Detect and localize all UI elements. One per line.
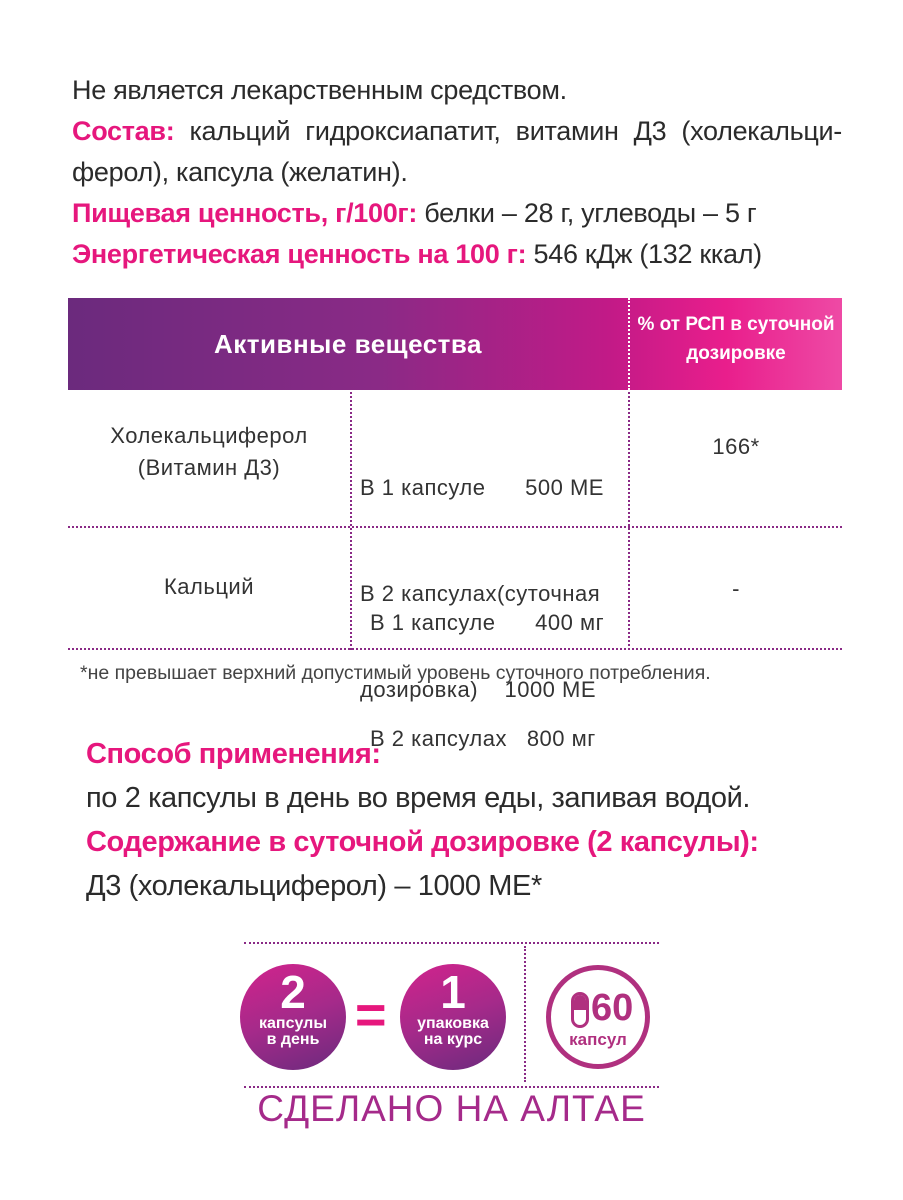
composition-text: кальций гидроксиапатит, витамин Д3 (холекальци-ферол), капсула (желатин). — [72, 116, 842, 187]
dose-two-capsules: В 2 капсулах 800 мг — [370, 726, 596, 751]
pack-count: 1 — [440, 966, 466, 1018]
energy-line — [72, 234, 842, 275]
composition-label: Состав: — [72, 116, 175, 146]
daily-count: 2 — [280, 966, 306, 1018]
daily-label-2: в день — [266, 1031, 320, 1048]
capsule-count-badge — [546, 965, 650, 1069]
energy-label: Энергетическая ценность на 100 г: — [72, 239, 527, 269]
composition-line — [72, 111, 842, 193]
footnote: *не превышает верхний допустимый уровень суточного потребления. — [80, 662, 711, 684]
substance-name: Холекальциферол — [110, 423, 308, 448]
daily-capsules-badge — [240, 964, 346, 1070]
dose-one-capsule: В 1 капсуле 500 МЕ — [360, 475, 604, 500]
capsule-count: 60 — [591, 987, 634, 1029]
dose-two-capsules-cont: дозировка) 1000 МЕ — [360, 677, 597, 702]
pack-label-2: на курс — [423, 1031, 483, 1048]
header-active-substances: Активные вещества — [213, 328, 483, 359]
content-text: Д3 (холекальциферол) – 1000 МЕ* — [86, 870, 542, 902]
nutrition-label: Пищевая ценность, г/100г: — [72, 198, 418, 228]
table-divider-v2 — [628, 392, 630, 650]
content-label: Содержание в суточной дозировке (2 капсулы): — [86, 826, 759, 858]
table-row — [68, 420, 350, 484]
nutrition-line — [72, 193, 842, 234]
product-info — [72, 70, 842, 275]
substance-name: Кальций — [163, 574, 255, 599]
equals-sign: = — [355, 985, 387, 1045]
header-divider — [628, 298, 630, 390]
badge-frame-divider — [524, 946, 526, 1082]
table-divider-v1 — [350, 392, 352, 650]
dose-two-capsules: В 2 капсулах(суточная — [360, 581, 601, 606]
percent-value: - — [732, 576, 740, 601]
capsule-count-label: капсул — [569, 1030, 627, 1049]
badge-frame-top — [244, 942, 659, 944]
nutrition-text: белки – 28 г, углеводы – 5 г — [424, 198, 757, 228]
dose-one-capsule: В 1 капсуле 400 мг — [370, 610, 605, 635]
method-text: по 2 капсулы в день во время еды, запивая водой. — [86, 782, 751, 814]
table-header — [68, 298, 842, 390]
method-label: Способ применения: — [86, 738, 381, 770]
made-in-altai: СДЕЛАНО НА АЛТАЕ — [257, 1088, 646, 1129]
energy-text: 546 кДж (132 ккал) — [533, 239, 762, 269]
percent-value: 166* — [712, 434, 760, 459]
substance-name-sub: (Витамин Д3) — [137, 455, 281, 480]
daily-label-1: капсулы — [259, 1015, 327, 1032]
header-percent-rsp: % от РСП в суточной дозировке — [637, 314, 835, 364]
usage-section — [86, 732, 806, 908]
not-a-drug-note: Не является лекарственным средством. — [72, 75, 567, 105]
pack-per-course-badge — [400, 964, 506, 1070]
pack-label-1: упаковка — [417, 1015, 489, 1032]
capsule-icon — [571, 992, 589, 1028]
